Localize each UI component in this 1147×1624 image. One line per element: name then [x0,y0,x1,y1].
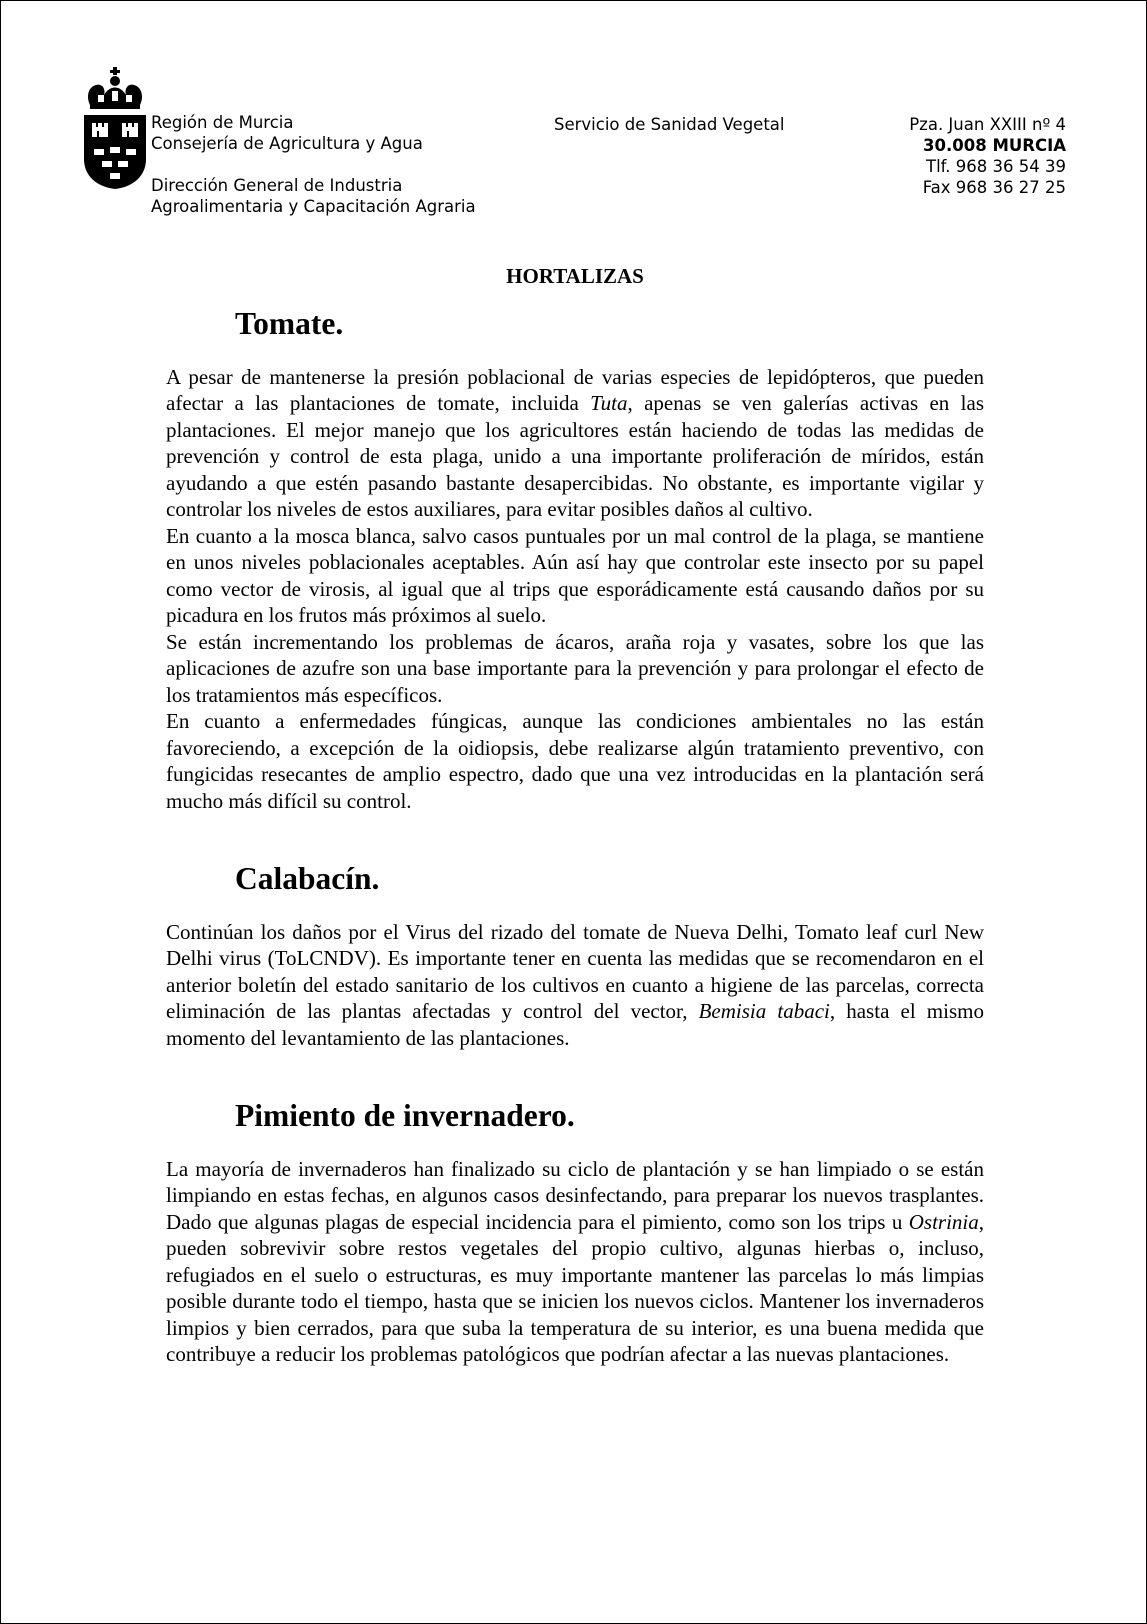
organization-block [151,112,476,217]
document-body [166,259,984,1368]
paragraph: Se están incrementando los problemas de ácaros, araña roja y vasates, sobre los que las aplicaciones de azufre son una base importante para la prevención y para prolongar el efecto de los tratamientos más específicos. [166,629,984,707]
paragraph: En cuanto a la mosca blanca, salvo casos puntuales por un mal control de la plaga, se mantiene en unos niveles poblacionales aceptables. Aún así hay que controlar este insecto por su papel como vector de virosis, al igual que al trips que esporádicamente está causando daños por su picadura en los frutos más próximos al suelo. [166,523,984,627]
region-murcia-coat-of-arms-icon [84,67,146,195]
section-title-tomate: Tomate. [235,306,344,341]
section-title-calabacin: Calabacín. [235,861,380,896]
phone: Tlf. 968 36 54 39 [926,157,1066,176]
org-line-2: Consejería de Agricultura y Agua [151,134,423,153]
paragraph: A pesar de mantenerse la presión poblacional de varias especies de lepidópteros, que pueden afectar a las plantaciones de tomate, incluida Tuta, apenas se ven galerías activas en las plantaciones. El mejor manejo que los agricultores están haciendo de todas las medidas de prevención y control de esta plaga, unido a una importante proliferación de míridos, están ayudando a que estén pasando bastante desapercibidas. No obstante, es importante vigilar y controlar los niveles de estos auxiliares, para evitar posibles daños al cultivo. [166,364,985,521]
service-name: Servicio de Sanidad Vegetal [554,115,785,134]
fax: Fax 968 36 27 25 [922,178,1066,197]
city: 30.008 MURCIA [923,136,1066,155]
paragraph: Continúan los daños por el Virus del rizado del tomate de Nueva Delhi, Tomato leaf curl New Delhi virus (ToLCNDV). Es importante tener en cuenta las medidas que se recomendaron en el anterior boletín del estado sanitario de los cultivos en cuanto a higiene de las parcelas, correcta eliminación de las plantas afectadas y control del vector, Bemisia tabaci, hasta el mismo momento del levantamiento de las plantaciones. [166,919,984,1050]
document-title: HORTALIZAS [506,264,644,288]
contact-block [909,114,1066,198]
paragraph: En cuanto a enfermedades fúngicas, aunque las condiciones ambientales no las están favoreciendo, a excepción de la oidiopsis, debe realizarse algún tratamiento preventivo, con fungicidas resecantes de amplio espectro, dado que una vez introducidas en la plantación será mucho más difícil su control. [166,709,984,813]
section-title-pimiento: Pimiento de invernadero. [235,1098,575,1133]
org-line-1: Región de Murcia [151,113,294,132]
paragraph: La mayoría de invernaderos han finalizado su ciclo de plantación y se han limpiado o se están limpiando en estas fechas, en algunos casos desinfectando, para preparar los nuevos trasplantes. Dado que algunas plagas de especial incidencia para el pimiento, como son los trips u Ostrinia, pueden sobrevivir sobre restos vegetales del propio cultivo, algunas hierbas o, incluso, refugiados en el suelo o estructuras, es muy importante mantener las parcelas lo más limpias posible durante todo el tiempo, hasta que se inicien los nuevos ciclos. Mantener los invernaderos limpios y bien cerrados, para que suba la temperatura de su interior, es una buena medida que contribuye a reducir los problemas patológicos que podrían afectar a las nuevas plantaciones. [166,1156,984,1366]
directorate-line-2: Agroalimentaria y Capacitación Agraria [151,197,476,216]
address: Pza. Juan XXIII nº 4 [909,115,1066,134]
directorate-line-1: Dirección General de Industria [151,176,403,195]
